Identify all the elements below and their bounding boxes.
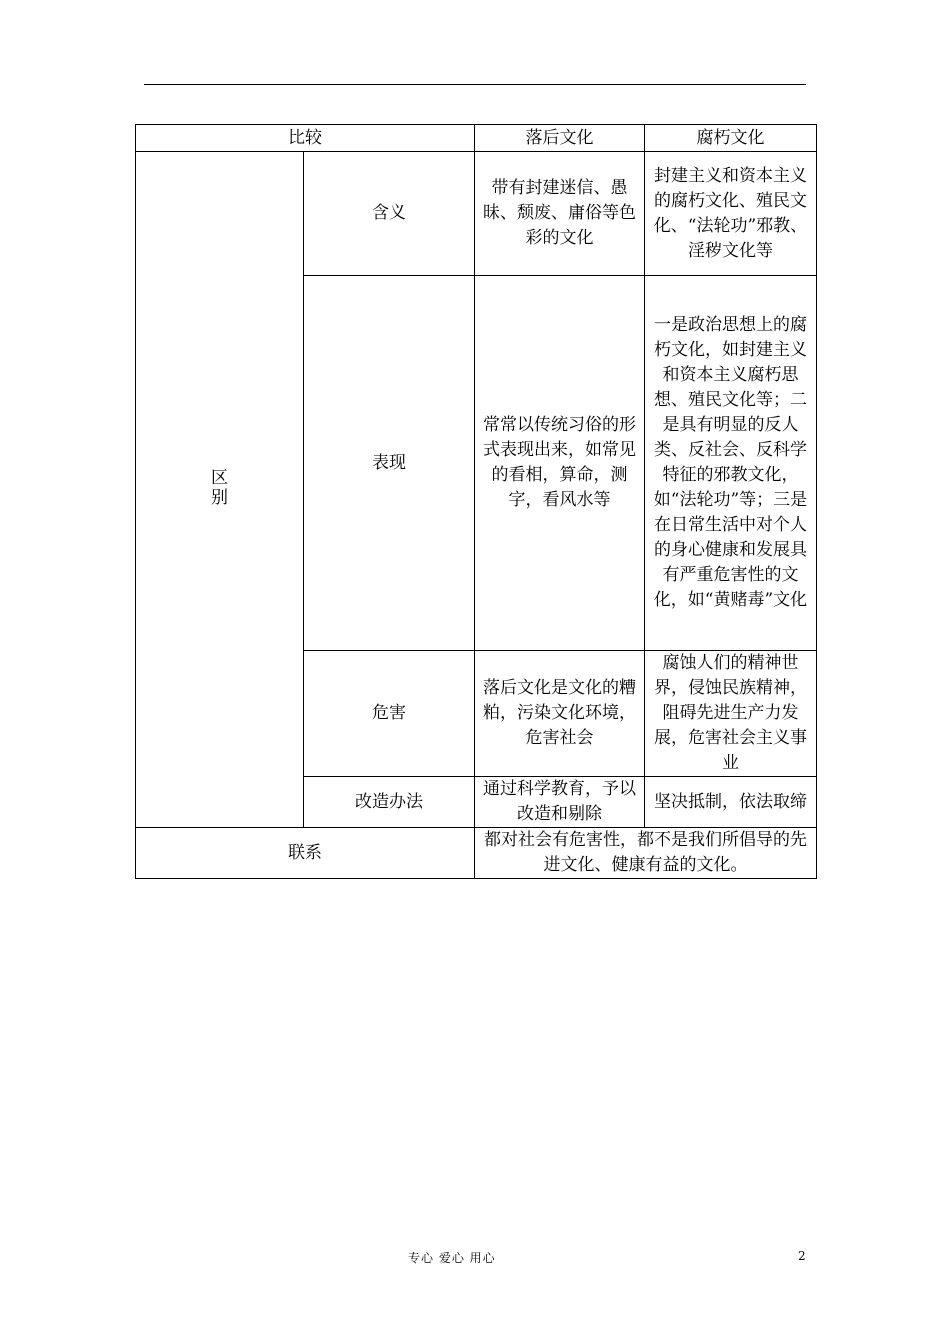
header-backward-culture: 落后文化	[475, 125, 645, 152]
decadent-cell: 封建主义和资本主义的腐朽文化、殖民文化、“法轮功”邪教、淫秽文化等	[645, 152, 817, 276]
backward-cell: 落后文化是文化的糟粕，污染文化环境，危害社会	[475, 651, 645, 777]
backward-cell: 常常以传统习俗的形式表现出来，如常见的看相，算命，测字，看风水等	[475, 276, 645, 651]
difference-label: 区别	[211, 468, 228, 508]
header-rule	[144, 84, 806, 85]
decadent-cell: 腐蚀人们的精神世界，侵蚀民族精神，阻碍先进生产力发展，危害社会主义事业	[645, 651, 817, 777]
backward-cell: 通过科学教育，予以改造和剔除	[475, 777, 645, 828]
header-decadent-culture: 腐朽文化	[645, 125, 817, 152]
header-compare: 比较	[136, 125, 475, 152]
decadent-cell: 一是政治思想上的腐朽文化，如封建主义和资本主义腐朽思想、殖民文化等；二是具有明显的反人类、反社会、反科学特征的邪教文化，如“法轮功”等；三是在日常生活中对个人的身心健康和发展具有严重危害性的文化，如“黄赌毒”文化	[645, 276, 817, 651]
aspect-cell: 含义	[304, 152, 475, 276]
aspect-cell: 危害	[304, 651, 475, 777]
connection-text: 都对社会有危害性，都不是我们所倡导的先进文化、健康有益的文化。	[475, 828, 817, 879]
page-number: 2	[798, 1249, 806, 1263]
table-row-connection	[136, 828, 817, 879]
connection-label: 联系	[136, 828, 475, 879]
footer-slogan: 专心 爱心 用心	[408, 1251, 496, 1265]
backward-cell: 带有封建迷信、愚昧、颓废、庸俗等色彩的文化	[475, 152, 645, 276]
aspect-cell: 改造办法	[304, 777, 475, 828]
decadent-cell: 坚决抵制，依法取缔	[645, 777, 817, 828]
table-row	[136, 152, 817, 276]
comparison-table	[135, 124, 817, 879]
difference-label-cell	[136, 152, 304, 828]
aspect-cell: 表现	[304, 276, 475, 651]
table-header-row	[136, 125, 817, 152]
